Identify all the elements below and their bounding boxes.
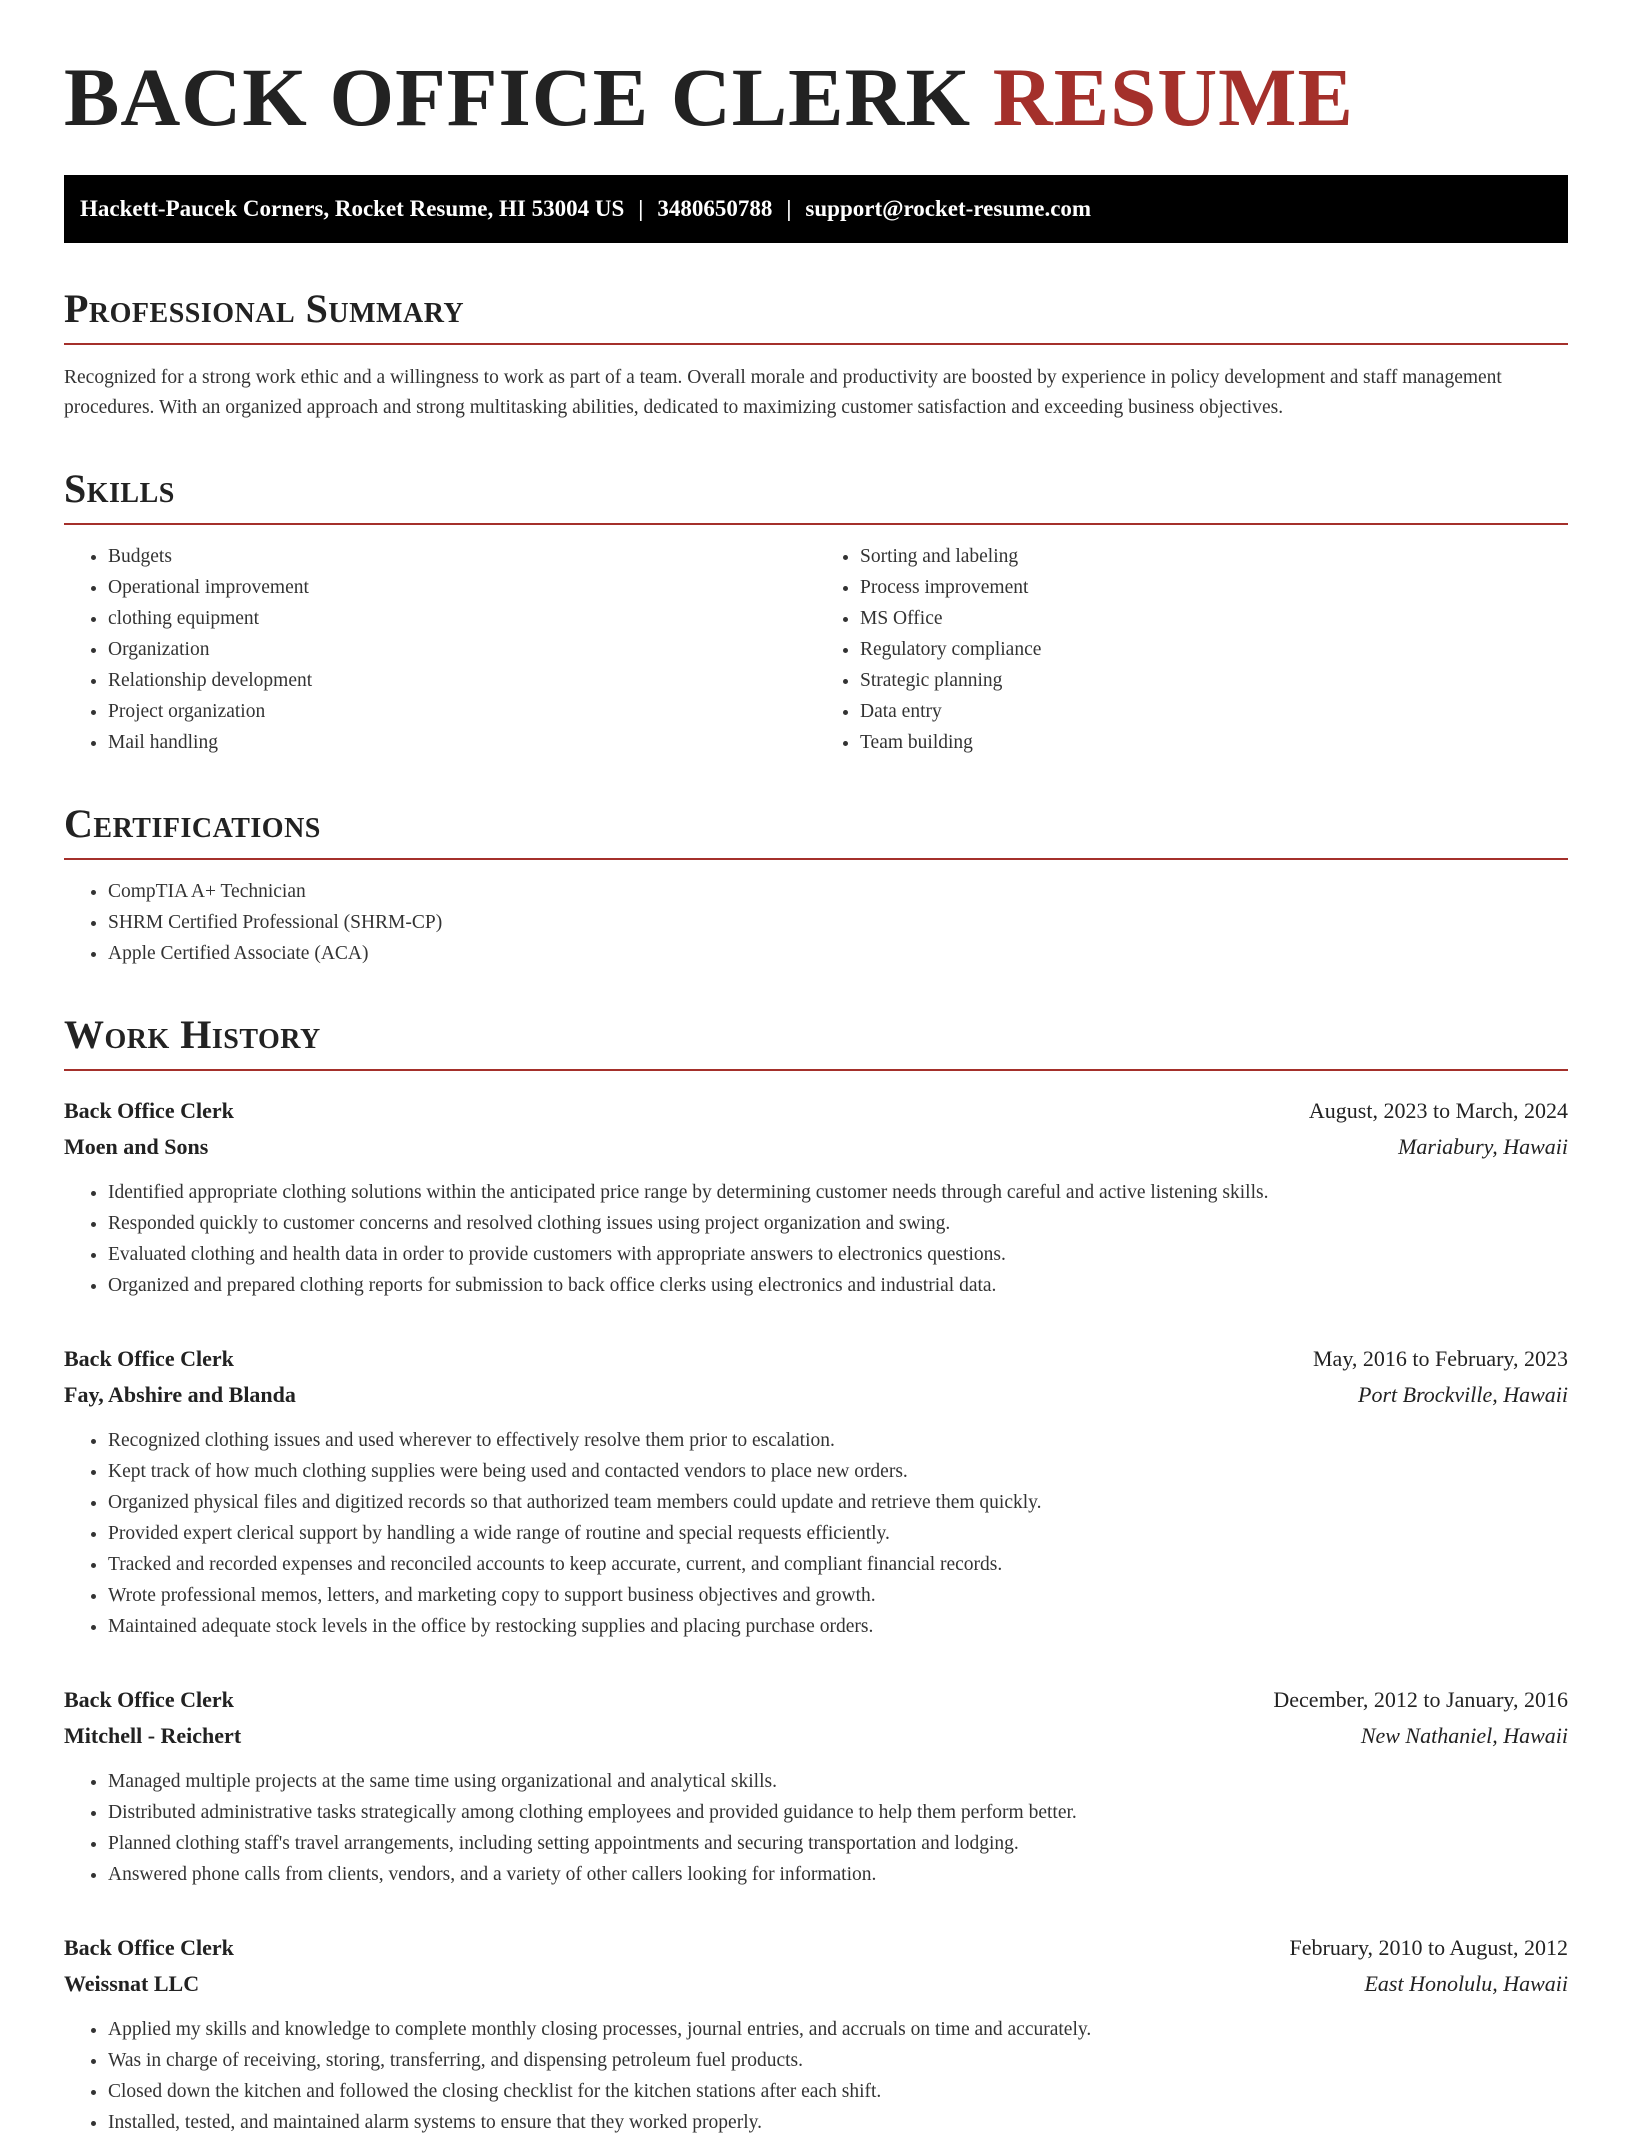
job-dates: December, 2012 to January, 2016: [1273, 1687, 1568, 1712]
skill-item: • MS Office: [860, 603, 1568, 634]
job-company-row: [64, 1129, 1568, 1165]
job-duties-list: [64, 1177, 1568, 1301]
title-accent: RESUME: [992, 51, 1354, 143]
job-company-row: [64, 1377, 1568, 1413]
skills-list-right: [816, 541, 1568, 758]
job-duty: • Managed multiple projects at the same time using organizational and analytical skills.: [108, 1766, 1568, 1797]
job-header-row: [64, 1930, 1568, 1966]
job-entry: [64, 1682, 1568, 1890]
job-duties-list: [64, 1766, 1568, 1890]
skills-grid: [64, 525, 1568, 758]
skill-item: • Mail handling: [108, 727, 816, 758]
skill-item: • Team building: [860, 727, 1568, 758]
skills-heading: Skills: [64, 469, 1568, 525]
skills-section: [64, 466, 1568, 758]
contact-email: support@rocket-resume.com: [805, 196, 1092, 221]
job-location: New Nathaniel, Hawaii: [1360, 1723, 1568, 1748]
work-history-heading: Work History: [64, 1015, 1568, 1071]
certification-item: • Apple Certified Associate (ACA): [108, 938, 1568, 969]
certification-item: • CompTIA A+ Technician: [108, 876, 1568, 907]
job-company: Fay, Abshire and Blanda: [64, 1382, 296, 1407]
job-dates: August, 2023 to March, 2024: [1308, 1098, 1568, 1123]
skill-item: • Budgets: [108, 541, 816, 572]
job-entry: [64, 1093, 1568, 1301]
job-header-row: [64, 1341, 1568, 1377]
skill-item: • Strategic planning: [860, 665, 1568, 696]
job-location: East Honolulu, Hawaii: [1364, 1971, 1568, 1996]
certification-item: • SHRM Certified Professional (SHRM-CP): [108, 907, 1568, 938]
job-duty: • Organized and prepared clothing reports for submission to back office clerks using electronics and industrial data.: [108, 1270, 1568, 1301]
job-duty: • Maintained adequate stock levels in the office by restocking supplies and placing purchase orders.: [108, 1611, 1568, 1642]
job-duty: • Applied my skills and knowledge to complete monthly closing processes, journal entries, and accruals on time and accurately.: [108, 2014, 1568, 2045]
job-header-row: [64, 1682, 1568, 1718]
job-duty: • Answered phone calls from clients, vendors, and a variety of other callers looking for information.: [108, 1859, 1568, 1890]
job-title: Back Office Clerk: [64, 1346, 234, 1371]
contact-separator: |: [786, 196, 792, 221]
job-duty: • Installed, tested, and maintained alarm systems to ensure that they worked properly.: [108, 2107, 1568, 2138]
job-company: Weissnat LLC: [64, 1971, 200, 1996]
contact-bar: [64, 175, 1568, 243]
job-duties-list: [64, 1425, 1568, 1642]
job-duty: • Recognized clothing issues and used wherever to effectively resolve them prior to escalation.: [108, 1425, 1568, 1456]
job-location: Mariabury, Hawaii: [1398, 1134, 1568, 1159]
job-duty: • Kept track of how much clothing supplies were being used and contacted vendors to place new orders.: [108, 1456, 1568, 1487]
job-duty: • Was in charge of receiving, storing, transferring, and dispensing petroleum fuel products.: [108, 2045, 1568, 2076]
skills-list-left: [64, 541, 816, 758]
job-company-row: [64, 1718, 1568, 1754]
job-duty: • Identified appropriate clothing solutions within the anticipated price range by determining customer needs through careful and active listening skills.: [108, 1177, 1568, 1208]
job-duty: • Organized physical files and digitized records so that authorized team members could update and retrieve them quickly.: [108, 1487, 1568, 1518]
skill-item: • clothing equipment: [108, 603, 816, 634]
job-duty: • Provided expert clerical support by handling a wide range of routine and special requests efficiently.: [108, 1518, 1568, 1549]
skill-item: • Project organization: [108, 696, 816, 727]
job-header-row: [64, 1093, 1568, 1129]
job-dates: February, 2010 to August, 2012: [1289, 1935, 1568, 1960]
contact-address: Hackett-Paucek Corners, Rocket Resume, HI 53004 US: [80, 196, 625, 221]
skill-item: • Regulatory compliance: [860, 634, 1568, 665]
job-duties-list: [64, 2014, 1568, 2138]
job-title: Back Office Clerk: [64, 1687, 234, 1712]
page-title: [64, 0, 1568, 143]
work-history-section: [64, 1012, 1568, 2138]
job-duty: • Wrote professional memos, letters, and marketing copy to support business objectives and growth.: [108, 1580, 1568, 1611]
summary-section: [64, 286, 1568, 423]
skill-item: • Data entry: [860, 696, 1568, 727]
skill-item: • Sorting and labeling: [860, 541, 1568, 572]
skill-item: • Organization: [108, 634, 816, 665]
title-main: BACK OFFICE CLERK: [64, 51, 972, 143]
job-entry: [64, 1930, 1568, 2138]
contact-separator: |: [638, 196, 644, 221]
job-duty: • Distributed administrative tasks strategically among clothing employees and provided guidance to help them perform better.: [108, 1797, 1568, 1828]
job-company-row: [64, 1966, 1568, 2002]
skill-item: • Operational improvement: [108, 572, 816, 603]
job-duty: • Closed down the kitchen and followed the closing checklist for the kitchen stations after each shift.: [108, 2076, 1568, 2107]
job-company: Moen and Sons: [64, 1134, 209, 1159]
certifications-section: [64, 801, 1568, 969]
job-title: Back Office Clerk: [64, 1935, 234, 1960]
job-duty: • Evaluated clothing and health data in order to provide customers with appropriate answers to electronics questions.: [108, 1239, 1568, 1270]
contact-phone: 3480650788: [657, 196, 773, 221]
job-duty: • Tracked and recorded expenses and reconciled accounts to keep accurate, current, and compliant financial records.: [108, 1549, 1568, 1580]
skill-item: • Process improvement: [860, 572, 1568, 603]
job-duty: • Planned clothing staff's travel arrangements, including setting appointments and securing transportation and lodging.: [108, 1828, 1568, 1859]
job-location: Port Brockville, Hawaii: [1358, 1382, 1568, 1407]
summary-text: Recognized for a strong work ethic and a willingness to work as part of a team. Overall morale and productivity are boosted by experience in policy development and staff management procedures. With an organized approach and strong multitasking abilities, dedicated to maximizing customer satisfaction and exceeding business objectives.: [64, 367, 1502, 418]
skill-item: • Relationship development: [108, 665, 816, 696]
summary-heading: Professional Summary: [64, 289, 1568, 345]
certifications-list: [64, 876, 1568, 969]
job-duty: • Responded quickly to customer concerns and resolved clothing issues using project organization and swing.: [108, 1208, 1568, 1239]
certifications-heading: Certifications: [64, 804, 1568, 860]
job-dates: May, 2016 to February, 2023: [1313, 1346, 1568, 1371]
job-entry: [64, 1341, 1568, 1642]
job-title: Back Office Clerk: [64, 1098, 234, 1123]
job-company: Mitchell - Reichert: [64, 1723, 242, 1748]
